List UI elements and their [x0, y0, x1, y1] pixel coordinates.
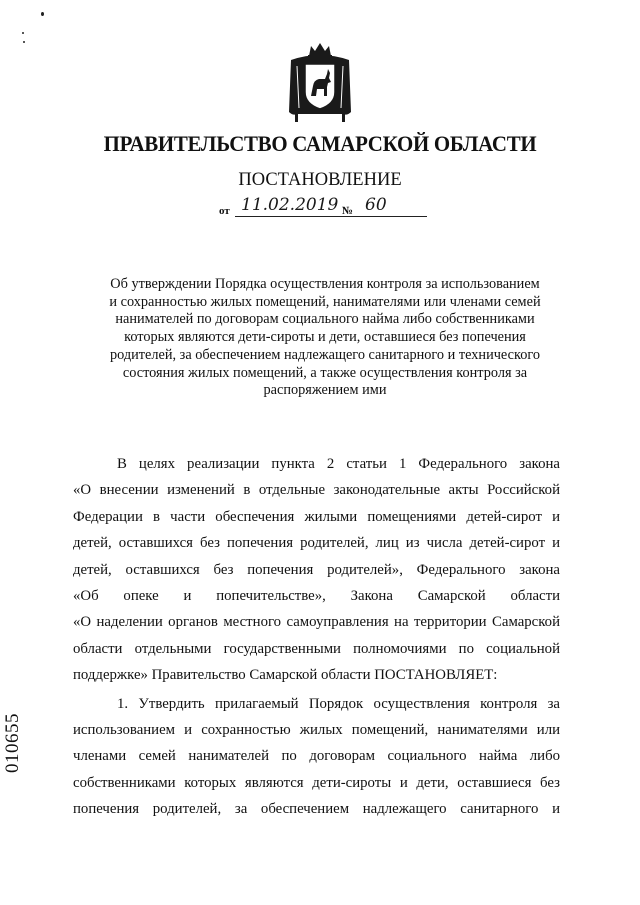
preamble-paragraph: [73, 451, 560, 689]
subject-line: Об утверждении Порядка осуществления контроля за использованием: [110, 276, 540, 292]
document-subject: [70, 276, 580, 400]
subject-line: распоряжением ими: [263, 382, 387, 399]
date-value: 11.02.2019: [241, 195, 339, 215]
document-type: ПОСТАНОВЛЕНИЕ: [238, 170, 402, 190]
body-line: детей, оставшихся без попечения родителей», Федерального закона: [73, 561, 560, 578]
samara-coat-of-arms-icon: [287, 42, 353, 124]
item-1-paragraph: [73, 691, 560, 823]
body-line: членами семей нанимателей по договорам социального найма либо: [73, 748, 560, 765]
body-line: попечения родителей, за обеспечением надлежащего санитарного и: [73, 801, 560, 818]
side-registration-number: 010655: [2, 713, 23, 773]
body-line: детей, оставшихся без попечения родителей, лиц из числа детей-сирот и: [73, 535, 560, 552]
subject-line: состояния жилых помещений, а также осуществления контроля за: [122, 364, 528, 381]
date-number-line: [219, 197, 429, 221]
scan-speck: [23, 41, 25, 43]
organization-title: ПРАВИТЕЛЬСТВО САМАРСКОЙ ОБЛАСТИ: [103, 131, 537, 156]
body-line: Федерации в части обеспечения жилыми помещениями детей-сирот и: [73, 508, 560, 525]
body-line: «О внесении изменений в отдельные законодательные акты Российской: [73, 482, 560, 499]
number-prefix: №: [342, 205, 354, 217]
body-line: собственниками которых являются дети-сироты и дети, оставшиеся без: [73, 774, 560, 791]
body-line: В целях реализации пункта 2 статьи 1 Федерального закона: [117, 456, 560, 472]
body-line: «Об опеке и попечительстве», Закона Самарской области: [73, 587, 560, 604]
body-line: «О наделении органов местного самоуправления на территории Самарской: [73, 614, 560, 631]
subject-line: родителей, за обеспечением надлежащего санитарного и технического: [110, 346, 540, 363]
subject-line: которых являются дети-сироты и дети, оставшиеся без попечения: [124, 329, 526, 346]
date-underline: [235, 216, 357, 217]
body-line: области отдельными государственными полномочиями по социальной: [73, 640, 560, 657]
body-line: поддержке» Правительство Самарской области ПОСТАНОВЛЯЕТ:: [73, 667, 498, 684]
body-line: 1. Утвердить прилагаемый Порядок осуществления контроля за: [117, 695, 560, 712]
date-prefix: от: [219, 205, 230, 217]
subject-line: нанимателей по договорам социального найма либо собственниками: [115, 311, 535, 328]
scan-speck: [41, 12, 44, 16]
body-line: использованием и сохранностью жилых помещений, нанимателями или: [73, 721, 560, 738]
document-body: [73, 451, 560, 822]
number-underline: [357, 216, 427, 217]
number-value: 60: [365, 195, 387, 215]
subject-line: и сохранностью жилых помещений, нанимателями или членами семей: [109, 293, 541, 310]
scan-speck: [22, 32, 24, 34]
